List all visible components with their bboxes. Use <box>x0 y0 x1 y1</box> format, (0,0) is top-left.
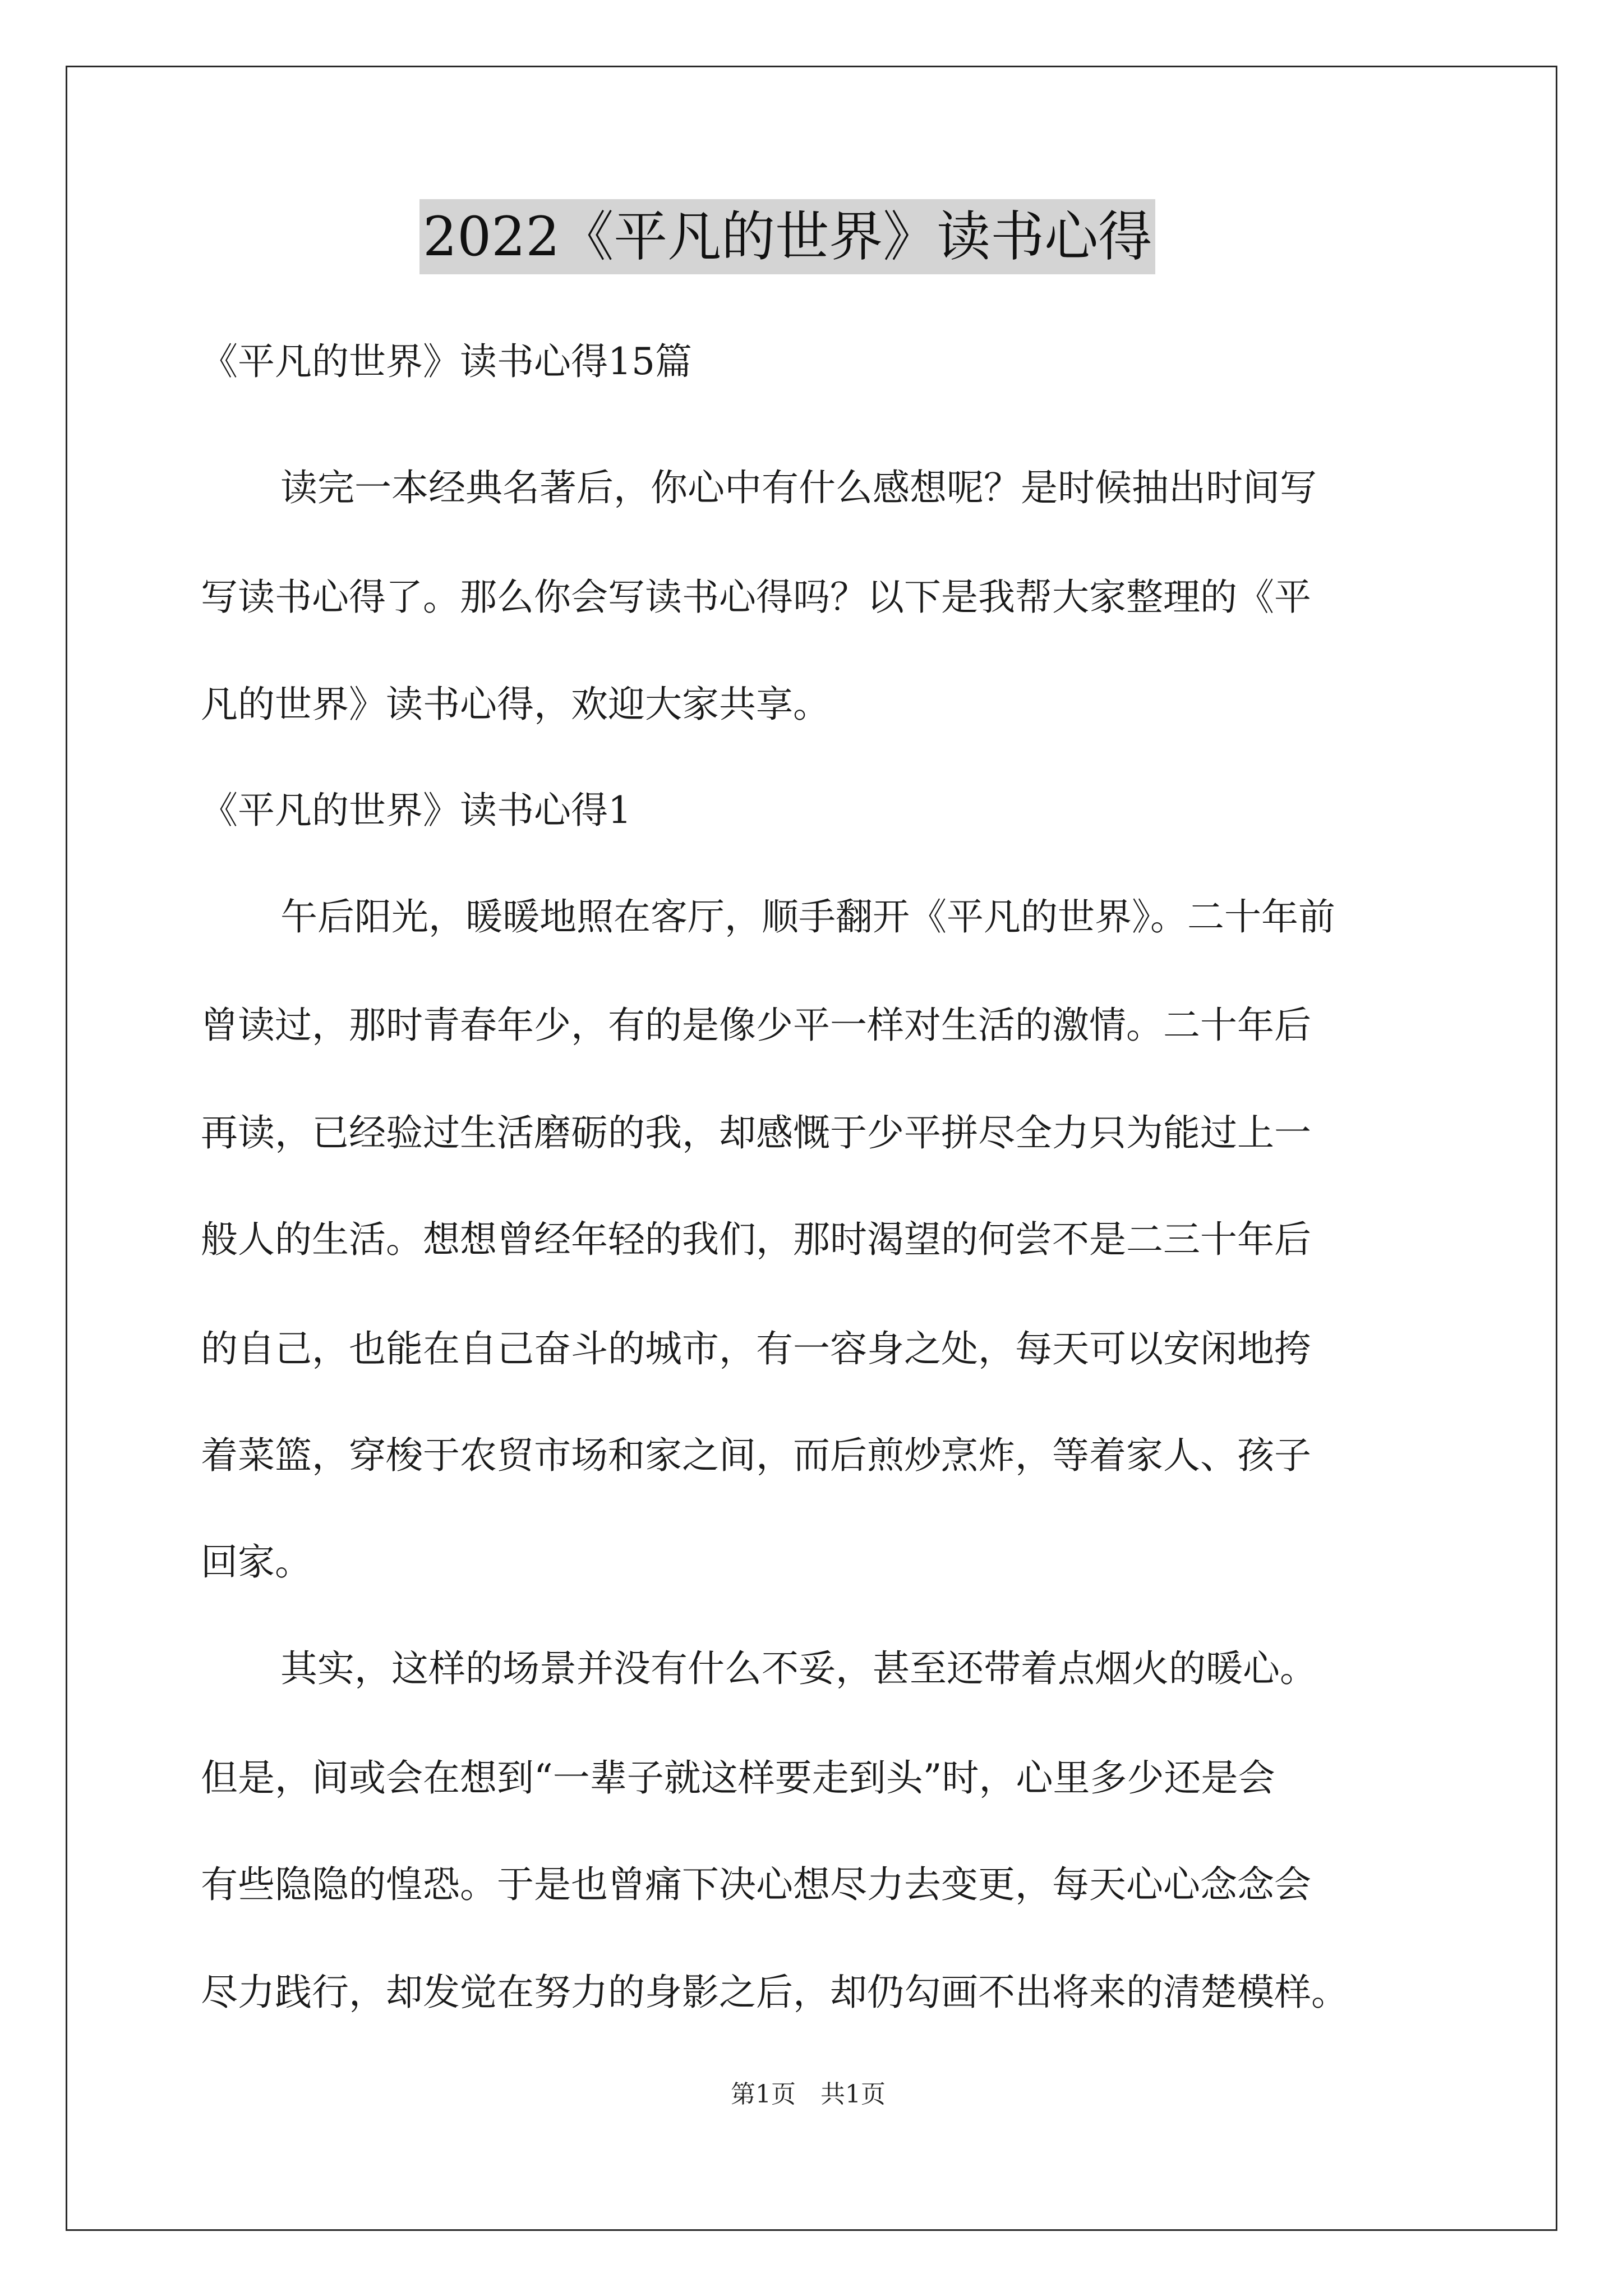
paragraph-line: 午后阳光，暖暖地照在客厅，顺手翻开《平凡的世界》。二十年前 <box>280 895 1335 938</box>
intro-line: 读完一本经典名著后，你心中有什么感想呢？是时候抽出时间写 <box>280 466 1317 509</box>
section-heading: 《平凡的世界》读书心得1 <box>201 789 631 832</box>
paragraph-line: 但是，间或会在想到“一辈子就这样要走到头”时，心里多少还是会 <box>201 1756 1275 1800</box>
paragraph-line: 的自己，也能在自己奋斗的城市，有一容身之处，每天可以安闲地挎 <box>201 1327 1311 1370</box>
paragraph-line: 尽力践行，却发觉在努力的身影之后，却仍勾画不出将来的清楚模样。 <box>201 1971 1348 2014</box>
paragraph-line: 有些隐隐的惶恐。于是也曾痛下决心想尽力去变更，每天心心念念会 <box>201 1863 1311 1906</box>
paragraph-line: 其实，这样的场景并没有什么不妥，甚至还带着点烟火的暖心。 <box>280 1647 1317 1690</box>
subtitle: 《平凡的世界》读书心得15篇 <box>201 340 692 383</box>
paragraph-line: 着菜篮，穿梭于农贸市场和家之间，而后煎炒烹炸，等着家人、孩子 <box>201 1434 1311 1477</box>
page-number: 第1页 <box>731 2080 796 2109</box>
paragraph-line: 般人的生活。想想曾经年轻的我们，那时渴望的何尝不是二三十年后 <box>201 1218 1311 1261</box>
paragraph-line: 回家。 <box>201 1540 312 1584</box>
document-title: 2022《平凡的世界》读书心得 <box>419 199 1155 274</box>
intro-line: 写读书心得了。那么你会写读书心得吗？以下是我帮大家整理的《平 <box>201 576 1311 619</box>
paragraph-line: 再读，已经验过生活磨砺的我，却感慨于少平拼尽全力只为能过上一 <box>201 1111 1311 1154</box>
paragraph-line: 曾读过，那时青春年少，有的是像少平一样对生活的激情。二十年后 <box>201 1004 1311 1047</box>
page-total: 共1页 <box>820 2080 886 2109</box>
intro-line: 凡的世界》读书心得，欢迎大家共享。 <box>201 683 830 726</box>
page-footer <box>731 2079 886 2110</box>
